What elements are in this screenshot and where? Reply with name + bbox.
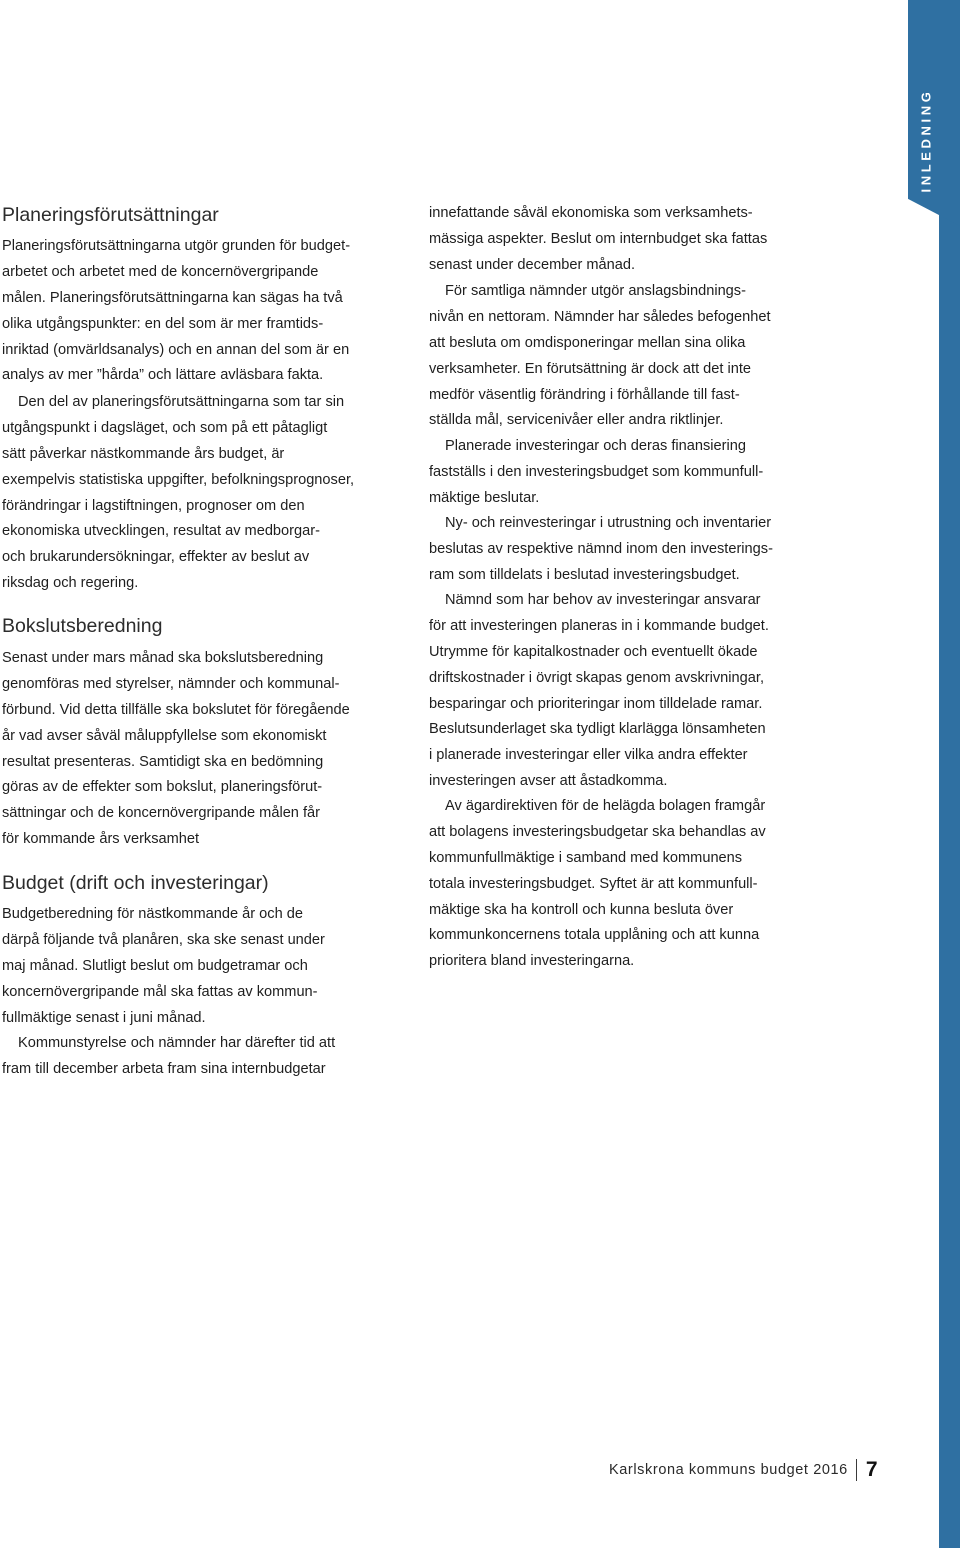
text-line: senast under december månad. xyxy=(429,256,636,273)
text-line: riksdag och regering. xyxy=(2,575,139,592)
text-line: förbund. Vid detta tillfälle ska bokslutet för föregående xyxy=(2,701,350,718)
paragraph-agardirektiv xyxy=(429,794,766,975)
text-line: för kommande års verksamhet xyxy=(2,831,200,848)
paragraph-anslagsbindning xyxy=(429,279,771,434)
text-line: Beslutsunderlaget ska tydligt klarlägga lönsamheten xyxy=(429,721,766,738)
text-line: innefattande såväl ekonomiska som verksamhets- xyxy=(429,205,753,221)
heading-budget: Budget (drift och investeringar) xyxy=(2,872,269,894)
text-line: exempelvis statistiska uppgifter, befolkningsprognoser, xyxy=(2,471,355,488)
text-line: utgångspunkt i dagsläget, och som på ett påtagligt xyxy=(2,419,328,436)
paragraph-internbudget xyxy=(2,1031,335,1083)
text-line: besparingar och prioriteringar inom tilldelade ramar. xyxy=(429,695,763,712)
text-line: sätt påverkar nästkommande års budget, är xyxy=(2,445,285,462)
text-line: sättningar och de koncernövergripande målen får xyxy=(2,805,321,822)
text-line: ram som tilldelats i beslutad investeringsbudget. xyxy=(429,566,740,583)
text-line: göras av de effekter som bokslut, planeringsförut- xyxy=(2,779,323,796)
text-line: fullmäktige senast i juni månad. xyxy=(2,1009,206,1026)
text-line: ställda mål, servicenivåer eller andra riktlinjer. xyxy=(429,412,724,429)
text-line: målen. Planeringsförutsättningarna kan sägas ha två xyxy=(2,289,343,306)
footer-title: Karlskrona kommuns budget 2016 xyxy=(609,1462,848,1478)
text-line: Den del av planeringsförutsättningarna som tar sin xyxy=(18,394,345,410)
text-line: Av ägardirektiven för de helägda bolagen framgår xyxy=(445,798,766,814)
text-line: verksamheter. En förutsättning är dock att det inte xyxy=(429,360,752,377)
text-line: Nämnd som har behov av investeringar ansvarar xyxy=(445,592,761,608)
paragraph-investeringar xyxy=(429,434,763,512)
paragraph-internbudget-cont xyxy=(429,201,767,279)
paragraph-investeringsbehov xyxy=(429,588,769,795)
text-line: investeringen avser att åstadkomma. xyxy=(429,773,668,790)
text-line: genomföras med styrelser, nämnder och kommunal- xyxy=(2,675,340,692)
text-line: koncernövergripande mål ska fattas av kommun- xyxy=(2,983,318,1000)
text-line: medför väsentlig förändring i förhållande till fast- xyxy=(429,386,740,403)
text-line: Planerade investeringar och deras finansiering xyxy=(445,438,746,454)
paragraph-planering-details xyxy=(2,390,354,597)
text-line: Budgetberedning för nästkommande år och de xyxy=(2,906,303,922)
paragraph-bokslutsberedning xyxy=(2,646,350,853)
text-line: fastställs i den investeringsbudget som kommunfull- xyxy=(429,463,764,480)
text-line: för att investeringen planeras in i kommande budget. xyxy=(429,617,769,634)
text-line: olika utgångspunkter: en del som är mer framtids- xyxy=(2,315,324,332)
text-line: fram till december arbeta fram sina internbudgetar xyxy=(2,1060,326,1077)
text-line: att bolagens investeringsbudgetar ska behandlas av xyxy=(429,823,766,840)
text-line: och brukarundersökningar, effekter av beslut av xyxy=(2,549,310,566)
text-line: mässiga aspekter. Beslut om internbudget ska fattas xyxy=(429,230,768,247)
text-line: kommunfullmäktige i samband med kommunens xyxy=(429,849,743,866)
text-line: För samtliga nämnder utgör anslagsbindnings- xyxy=(445,283,746,299)
text-line: år vad avser såväl måluppfyllelse som ekonomiskt xyxy=(2,727,327,744)
section-tab-label xyxy=(913,88,939,192)
page-number: 7 xyxy=(865,1458,878,1481)
text-line: arbetet och arbetet med de koncernövergripande xyxy=(2,263,319,280)
text-line: därpå följande två planåren, ska ske senast under xyxy=(2,931,325,948)
text-line: maj månad. Slutligt beslut om budgetramar och xyxy=(2,957,308,974)
text-line: Senast under mars månad ska bokslutsberedning xyxy=(2,650,324,666)
heading-planeringsforutsattningar: Planeringsförutsättningar xyxy=(2,204,219,226)
paragraph-reinvesteringar xyxy=(429,511,773,589)
text-line: mäktige ska ha kontroll och kunna besluta över xyxy=(429,901,734,918)
text-line: prioritera bland investeringarna. xyxy=(429,953,635,970)
text-line: beslutas av respektive nämnd inom den investerings- xyxy=(429,540,773,557)
text-line: i planerade investeringar eller vilka andra effekter xyxy=(429,747,748,764)
text-line: förändringar i lagstiftningen, prognoser om den xyxy=(2,497,305,514)
text-line: kommunkoncernens totala upplåning och att kunna xyxy=(429,927,760,944)
text-line: inriktad (omvärldsanalys) och en annan del som är en xyxy=(2,341,350,358)
side-bar xyxy=(939,0,960,1548)
section-tab-text: INLEDNING xyxy=(918,88,934,192)
text-line: att besluta om omdisponeringar mellan sina olika xyxy=(429,334,746,351)
footer-divider xyxy=(856,1459,857,1481)
text-line: resultat presenteras. Samtidigt ska en bedömning xyxy=(2,753,324,770)
text-line: driftskostnader i övrigt skapas genom avskrivningar, xyxy=(429,669,765,686)
paragraph-planering-intro xyxy=(2,234,350,389)
text-line: ekonomiska utvecklingen, resultat av medborgar- xyxy=(2,523,320,540)
paragraph-budgetberedning xyxy=(2,902,325,1031)
text-line: mäktige beslutar. xyxy=(429,489,540,506)
text-line: Kommunstyrelse och nämnder har därefter tid att xyxy=(18,1035,336,1051)
text-line: analys av mer ”hårda” och lättare avläsbara fakta. xyxy=(2,367,324,384)
page-footer xyxy=(609,1455,878,1485)
text-line: totala investeringsbudget. Syftet är att kommunfull- xyxy=(429,875,758,892)
heading-bokslutsberedning: Bokslutsberedning xyxy=(2,615,163,637)
text-line: Planeringsförutsättningarna utgör grunden för budget- xyxy=(2,238,351,254)
text-line: nivån en nettoram. Nämnder har således befogenhet xyxy=(429,308,771,325)
text-line: Utrymme för kapitalkostnader och eventuellt ökade xyxy=(429,643,758,660)
text-line: Ny- och reinvesteringar i utrustning och inventarier xyxy=(445,515,772,531)
